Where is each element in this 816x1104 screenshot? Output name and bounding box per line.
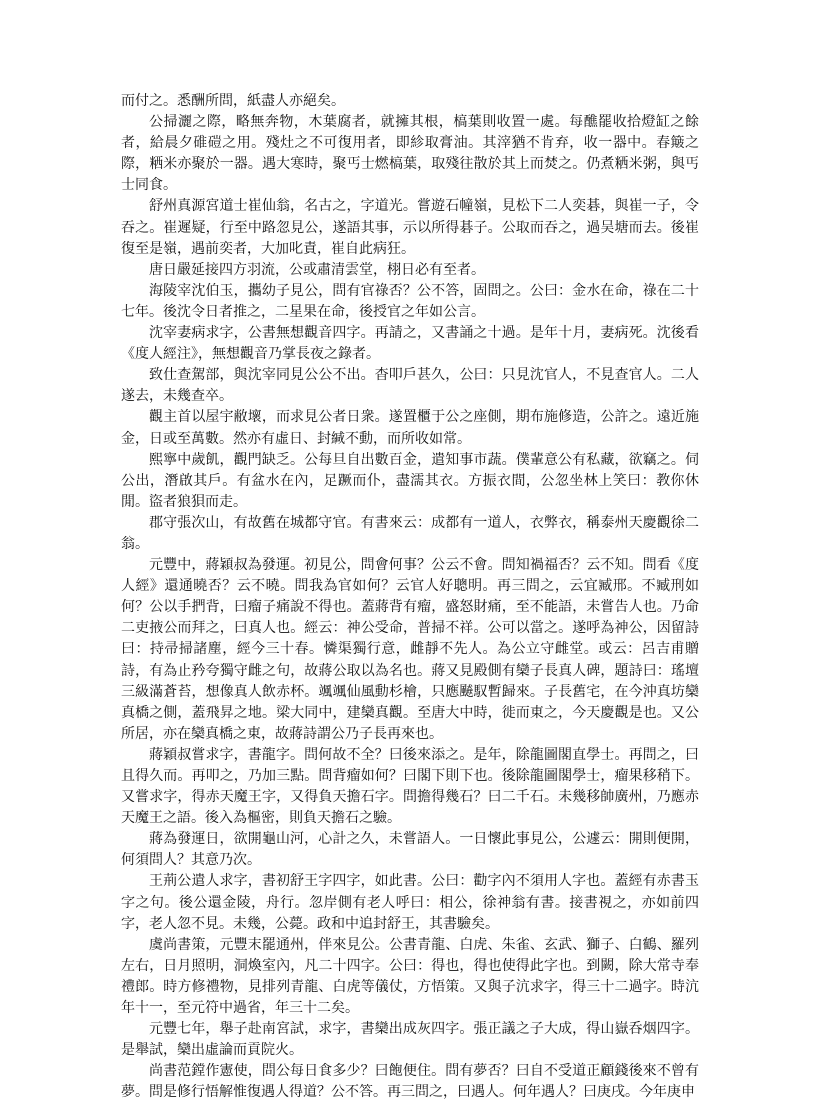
paragraph: 尚書范鏜作憲使，問公每日食多少？曰飽便住。問有夢否？曰自不受道正顧錢後來不曾有夢。問是修行悟解惟復遇人得道？公不答。再三問之，曰遇人。何年遇人？曰庚戌。今年庚申 [121,1063,699,1101]
document-body [121,91,699,1104]
paragraph: 虞尚書策，元豐末罷通州，伴來見公。公書青龍、白虎、朱雀、玄武、獅子、白鶴、羅列左右，日月照明，洞煥室內，凡二十四字。公曰：得也，得也使得此字也。到闕，除大常寺奉禮郎。時方修禮物，見排列青龍、白虎等儀仗，方悟策。又與子沆求字，得三十二過字。時沆年十一，至元符中過省，年三十二矣。 [121,936,699,1017]
paragraph: 王荊公遣人求字，書初舒王字四字，如此書。公曰：勸字內不須用人字也。蓋經有赤書玉字之句。後公還金陵，舟行。忽岸側有老人呼曰：相公，徐神翁有書。接書視之，亦如前四字，老人忽不見。未幾，公薨。政和中追封舒王，其書驗矣。 [121,873,699,932]
paragraph: 海陵宰沈伯玉，攜幼子見公，問有官祿否？公不答，固問之。公曰：金水在命，祿在二十七年。後沈令日者推之，二星果在命，後授官之年如公言。 [121,282,699,320]
paragraph: 元豐七年，舉子赴南宮試，求字，書欒出成灰四字。張正議之子大成，得山嶽呑烟四字。是舉試，欒出虛論而貢院火。 [121,1021,699,1059]
paragraph: 沈宰妻病求字，公書無想觀音四字。再請之，又書誦之十過。是年十月，妻病死。沈後看《度人經注》，無想觀音乃掌長夜之錄者。 [121,325,699,363]
paragraph: 蔣穎叔嘗求字，書龍字。問何故不全？曰後來添之。是年，除龍圖閣直學士。再問之，曰且得久而。再叩之，乃加三點。問背瘤如何？曰閣下則下也。後除龍圖閣學士，瘤果移稍下。又嘗求字，得赤天魔王字，又得負天擔石字。問擔得幾石？曰二千石。未幾移帥廣州，乃應赤天魔王之語。後入為樞密，則負天擔石之驗。 [121,746,699,827]
paragraph: 公掃灑之際，略無奔物，木葉腐者，就擁其根，槁葉則收置一處。每醮罷收拾燈缸之餘者，給晨夕碓磑之用。殘灶之不可復用者，即紾取膏油。其滓猶不肯弃，收一器中。春簸之際，粞米亦聚於一器。遇大寒時，聚丐士燃槁葉，取殘往散於其上而焚之。仍煮粞米粥，與丐士同食。 [121,114,699,194]
paragraph: 熙寧中歲飢，觀門缺乏。公每旦自出數百金，遣知事市蔬。僕輩意公有私藏，欲竊之。伺公出，潛啟其戶。有盆水在內，足蹶而仆，盡濡其衣。方振衣間，公忽坐林上笑曰：教你休閒。盜者狼狽而走。 [121,451,699,510]
paragraph: 郡守張次山，有故舊在城都守官。有書來云：成都有一道人，衣弊衣，稱泰州天慶觀徐二翁。 [121,514,699,552]
paragraph: 觀主首以屋宇敝壞，而求見公者日衆。遂置櫃于公之座側，期布施修造，公許之。遠近施金，日或至萬數。然亦有虛日、封緘不動，而所收如常。 [121,409,699,447]
paragraph: 蔣為發運日，欲開龜山河，心計之久，未嘗語人。一日懷此事見公，公遽云：開則便開，何須問人？其意乃次。 [121,831,699,869]
paragraph: 唐日嚴延接四方羽流，公或肅清雲堂，栩日必有至者。 [149,261,485,278]
paragraph: 元豐中，蔣穎叔為發運。初見公，問會何事？公云不會。問知禍福否？云不知。問看《度人經》還通曉否？云不曉。問我為官如何？云官人好聰明。再三問之，云宜臧邢。不臧刑如何？公以手捫背，曰瘤子痛說不得也。蓋蔣背有瘤，盛怒財痛，至不能語，未嘗告人也。乃命二吏掖公而拜之，曰真人也。經云：神公受命，普掃不祥。公可以當之。遂呼為神公，因留詩曰：持帚掃諸塵，經今三十春。憐渠獨行意，雌靜不先人。為公立守雌堂。或云：呂吉甫贈詩，有為止矜夸獨守雌之句，故蔣公取以為名也。蔣又見殿側有欒子長真人碑，題詩曰：瑤壇三級滿蒼苔，想像真人飲赤杯。颯颯仙風動杉檜，只應飇馭暫歸來。子長舊宅，在今沖真坊欒真橋之側，蓋飛昇之地。梁大同中，建欒真觀。至唐大中時，徙而東之，今天慶觀是也。又公所居，亦在欒真橋之東，故蔣詩謂公乃子長再來也。 [121,557,699,742]
paragraph-continuation: 而付之。悉酬所問，紙盡人亦絕矣。 [121,93,345,109]
paragraph: 致仕查駕部，與沈宰同見公公不出。杳叩戶甚久，公曰：只見沈官人，不見查官人。二人遂去，未幾查卒。 [121,367,699,405]
paragraph: 舒州真源宮道士崔仙翁，名古之，字道光。嘗遊石幢嶺，見松下二人奕碁，與崔一子，令吞之。崔遲疑，行至中路忽見公，遂語其事，示以所得碁子。公取而吞之，過吴塘而去。後崔復至是嶺，遇前奕者，大加叱責，崔自此病狂。 [121,198,699,257]
